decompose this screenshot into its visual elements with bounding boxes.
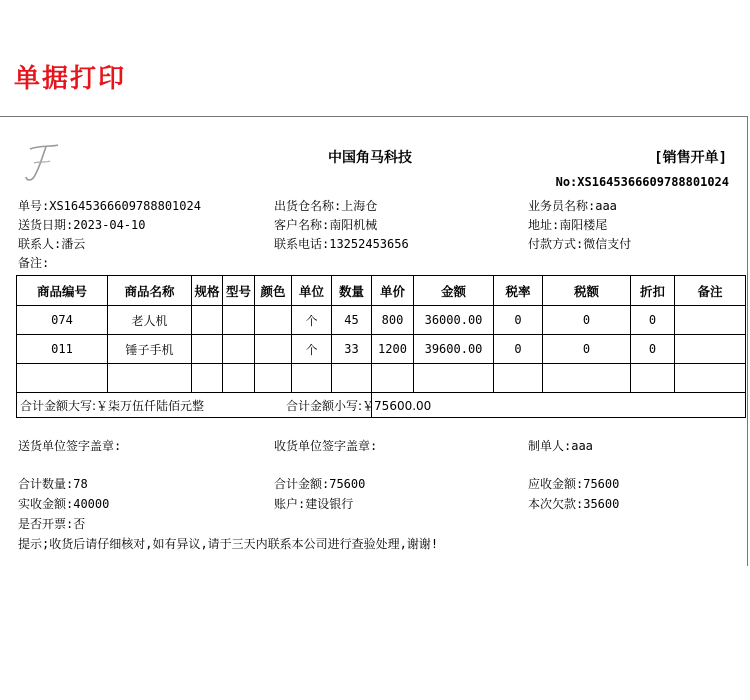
table-cell: 锤子手机 [108,335,192,364]
table-cell: 0 [494,306,543,335]
table-cell: 老人机 [108,306,192,335]
table-cell [675,306,746,335]
column-header: 单位 [292,276,332,306]
customer: 客户名称:南阳机械 [274,218,378,232]
table-cell: 36000.00 [414,306,494,335]
document-maker: 制单人:aaa [528,439,593,453]
phone: 联系电话:13252453656 [274,237,409,251]
notice-text: 提示;收货后请仔细核对,如有异议,请于三天内联系本公司进行查验处理,谢谢! [18,537,439,551]
company-name: 中国角马科技 [328,150,412,166]
column-header: 颜色 [255,276,292,306]
table-cell [255,335,292,364]
total-row [17,393,746,418]
column-header: 金额 [414,276,494,306]
page-title: 单据打印 [14,64,127,94]
table-cell: 800 [372,306,414,335]
table-cell [255,306,292,335]
total-upper: 合计金额大写:￥柒万伍仟陆佰元整 [17,393,372,418]
table-cell [223,306,255,335]
document-type: [销售开单] [654,150,727,166]
sender-signature: 送货单位签字盖章: [18,439,122,453]
table-cell: 33 [332,335,372,364]
contact: 联系人:潘云 [18,237,86,251]
table-cell: 39600.00 [414,335,494,364]
column-header: 型号 [223,276,255,306]
items-table [16,275,746,418]
table-header-row [17,276,746,306]
bank-account: 账户:建设银行 [274,497,354,511]
total-quantity: 合计数量:78 [18,477,88,491]
column-header: 商品编号 [17,276,108,306]
table-cell: 0 [631,335,675,364]
table-cell: 0 [631,306,675,335]
column-header: 折扣 [631,276,675,306]
table-cell [192,335,223,364]
table-cell [675,335,746,364]
table-cell: 45 [332,306,372,335]
invoice-status: 是否开票:否 [18,517,86,531]
total-lower: 合计金额小写:￥75600.00 [372,393,746,418]
table-cell [223,335,255,364]
table-cell: 011 [17,335,108,364]
warehouse: 出货仓名称:上海仓 [274,199,378,213]
table-cell: 个 [292,306,332,335]
column-header: 税额 [543,276,631,306]
table-cell [192,306,223,335]
order-no: 单号:XS1645366609788801024 [18,199,201,213]
column-header: 数量 [332,276,372,306]
address: 地址:南阳楼尾 [528,218,608,232]
table-cell: 074 [17,306,108,335]
table-cell: 个 [292,335,332,364]
received-amount: 实收金额:40000 [18,497,110,511]
column-header: 备注 [675,276,746,306]
receivable-amount: 应收金额:75600 [528,477,620,491]
table-cell: 1200 [372,335,414,364]
table-cell: 0 [543,306,631,335]
column-header: 单价 [372,276,414,306]
remark: 备注: [18,256,50,270]
owed-amount: 本次欠款:35600 [528,497,620,511]
ship-date: 送货日期:2023-04-10 [18,218,146,232]
table-row [17,306,746,335]
receipt-paper [0,116,748,566]
table-row-empty [17,364,746,393]
column-header: 税率 [494,276,543,306]
table-cell: 0 [543,335,631,364]
payment-method: 付款方式:微信支付 [528,237,632,251]
salesman: 业务员名称:aaa [528,199,617,213]
table-cell: 0 [494,335,543,364]
column-header: 商品名称 [108,276,192,306]
table-row [17,335,746,364]
document-number: No:XS1645366609788801024 [555,175,729,189]
column-header: 规格 [192,276,223,306]
receiver-signature: 收货单位签字盖章: [274,439,378,453]
total-amount: 合计金额:75600 [274,477,366,491]
